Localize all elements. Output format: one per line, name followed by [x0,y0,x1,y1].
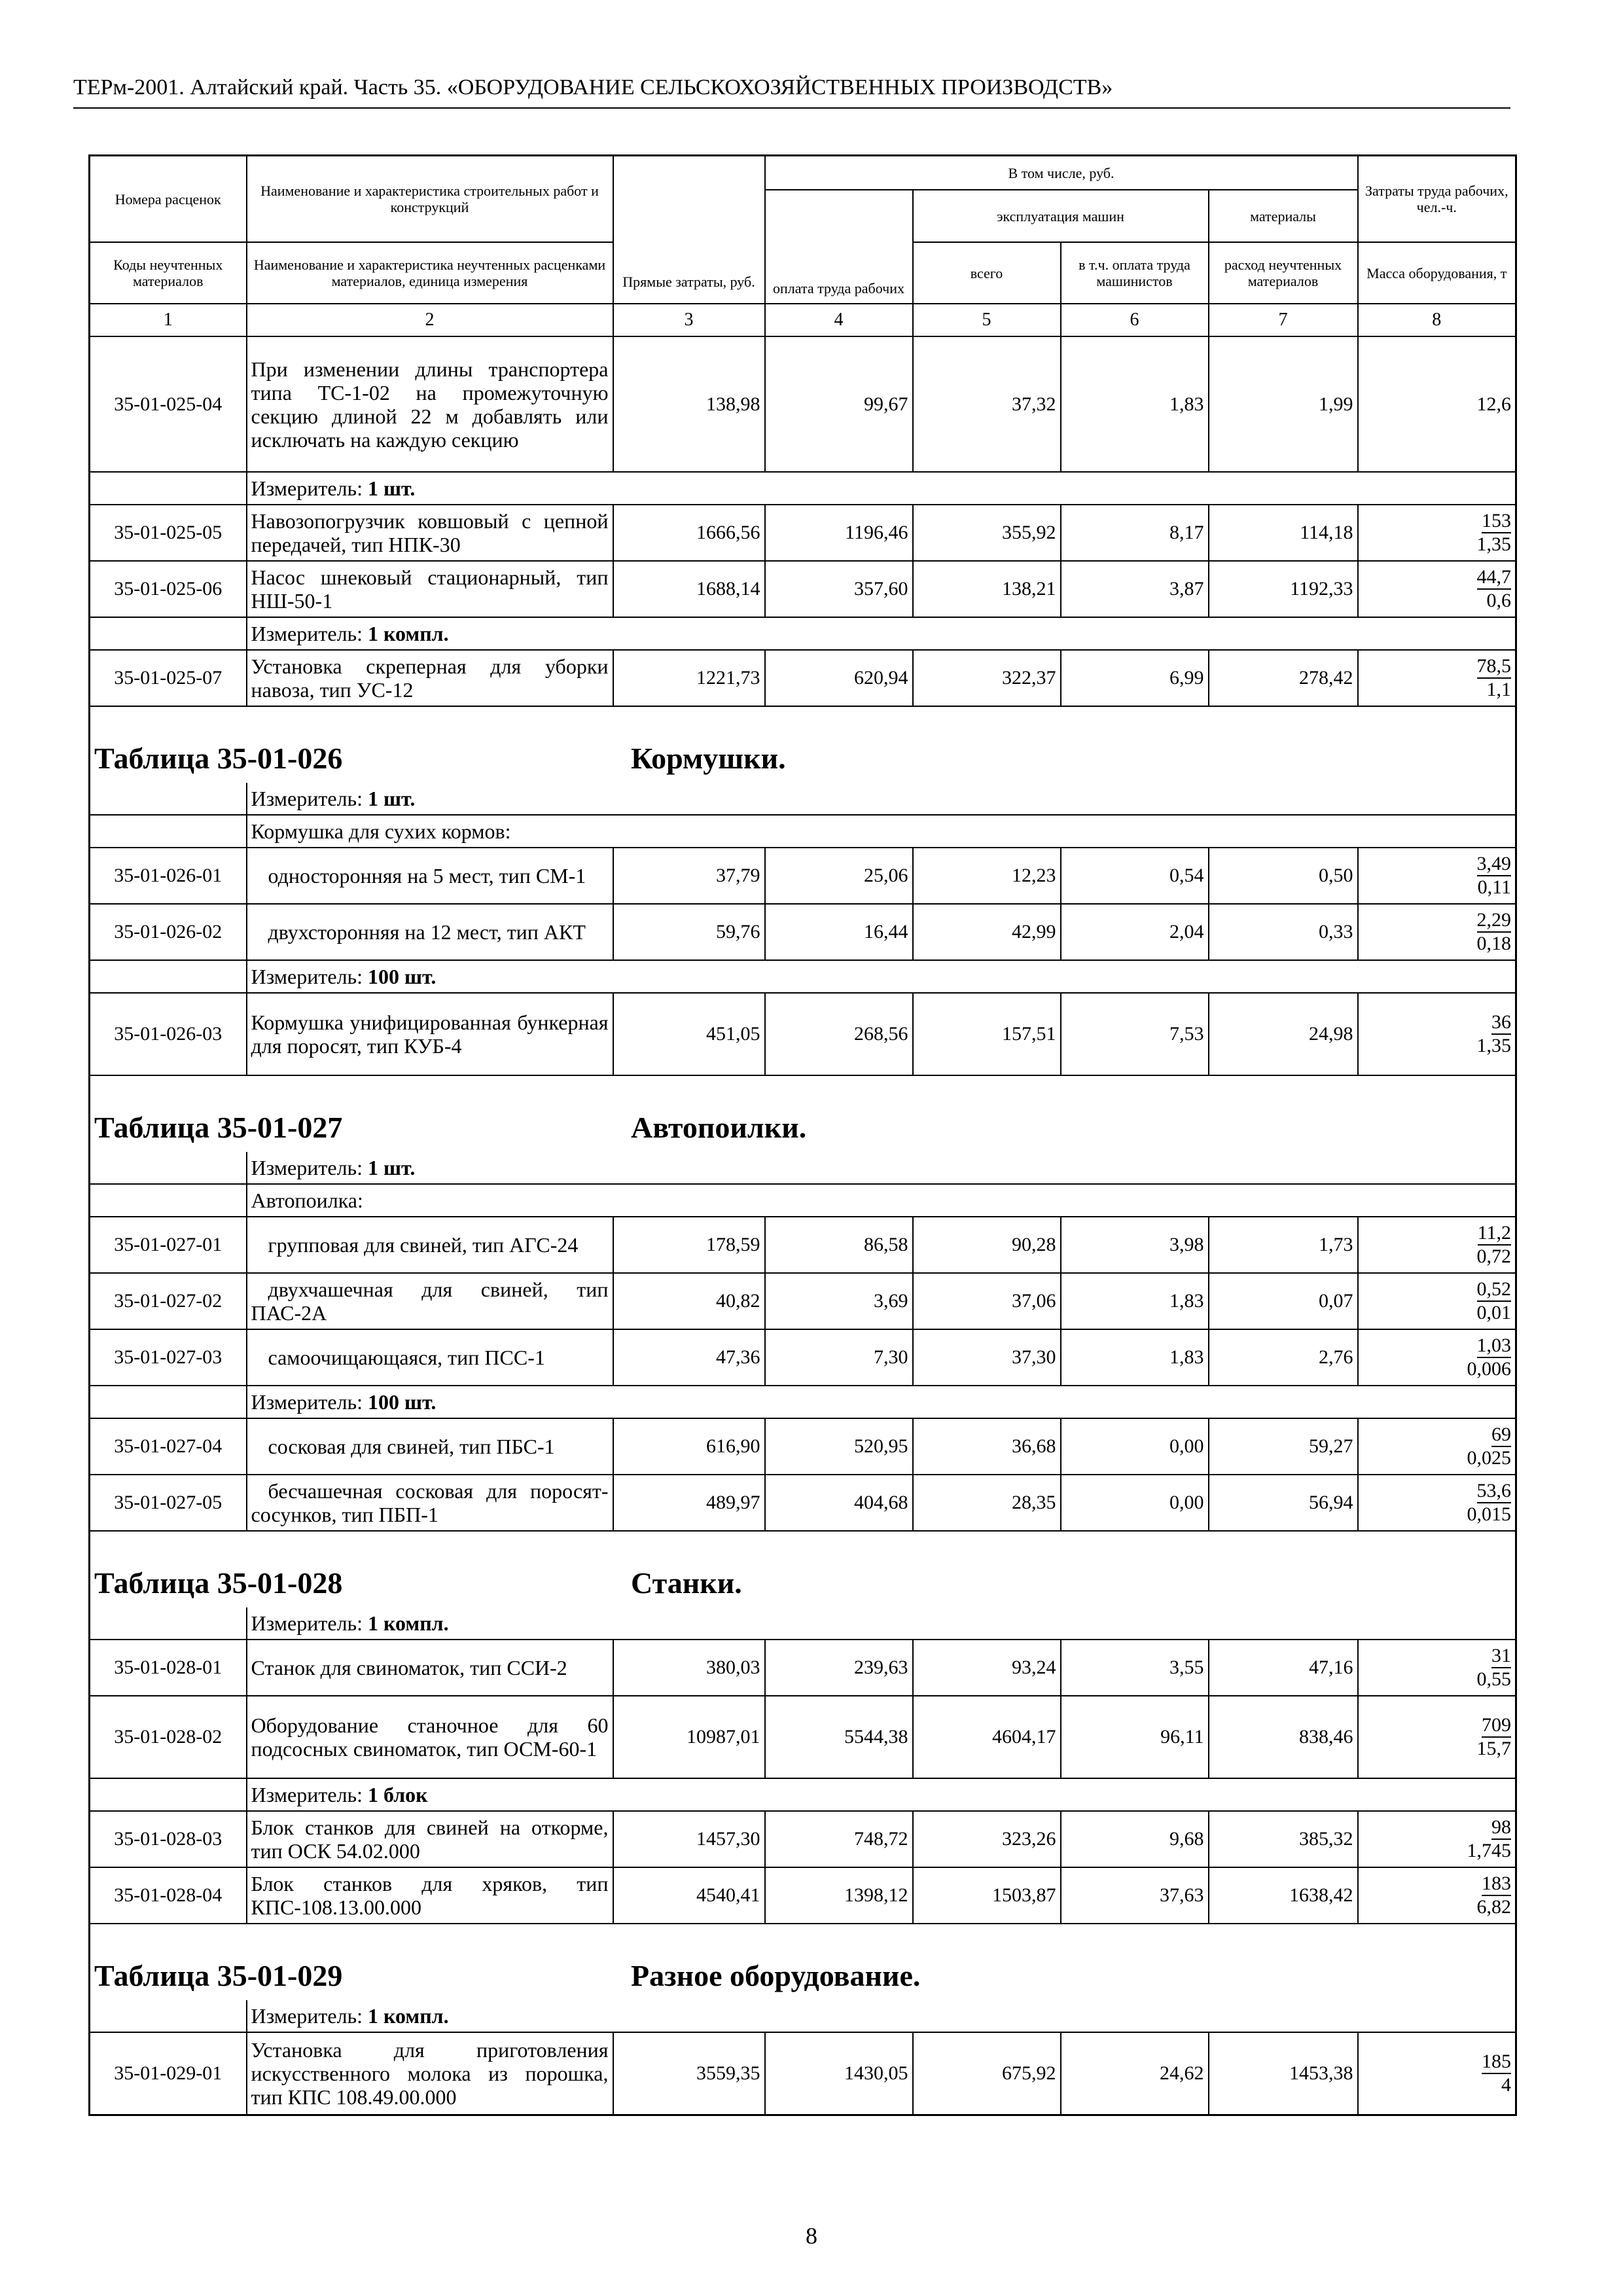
table-row [90,561,1516,617]
col-num: 8 [1358,304,1516,336]
section-label: Кормушка для сухих кормов: [247,815,1516,848]
row-code: 35-01-028-02 [90,1696,247,1778]
row-direct-cost: 489,97 [613,1475,765,1531]
row-machines-total: 28,35 [913,1475,1061,1531]
table-row [90,1475,1516,1531]
row-operators-wages: 37,63 [1061,1867,1209,1924]
row-name: Блок станков для свиней на откорме, тип ОСК 54.02.000 [247,1811,613,1867]
col-direct-header: Прямые затраты, руб. [613,156,765,304]
row-labor-wages: 357,60 [765,561,913,617]
mass-value: 0,11 [1477,876,1512,898]
row-labor-wages: 99,67 [765,336,913,472]
row-operators-wages: 96,11 [1061,1696,1209,1778]
labor-hours-value: 183 [1482,1873,1511,1896]
mass-value: 0,01 [1476,1302,1512,1323]
row-code: 35-01-029-01 [90,2032,247,2115]
col-operators: в т.ч. оплата труда машинистов [1061,242,1209,304]
row-code: 35-01-026-01 [90,848,247,904]
row-labor-mass [1358,993,1516,1075]
col-materials-use: расход неучтенных материалов [1209,242,1358,304]
row-direct-cost: 4540,41 [613,1867,765,1924]
col-num: 6 [1061,304,1209,336]
meter-row [90,783,1516,815]
labor-hours-value: 153 [1482,510,1511,533]
row-operators-wages: 3,55 [1061,1640,1209,1696]
meter-row [90,960,1516,993]
row-machines-total: 93,24 [913,1640,1061,1696]
meter-label: Измеритель: [251,1782,363,1806]
row-labor-wages: 5544,38 [765,1696,913,1778]
table-row [90,1696,1516,1778]
row-name: групповая для свиней, тип АГС-24 [247,1217,613,1273]
row-operators-wages: 24,62 [1061,2032,1209,2115]
row-name: Насос шнековый стационарный, тип НШ-50-1 [247,561,613,617]
col-name-sub: Наименование и характеристика неучтенных расценками материалов, единица измерения [247,242,613,304]
row-name: Кормушка унифицированная бункерная для поросят, тип КУБ-4 [247,993,613,1075]
row-direct-cost: 178,59 [613,1217,765,1273]
row-machines-total: 90,28 [913,1217,1061,1273]
row-code: 35-01-027-05 [90,1475,247,1531]
row-operators-wages: 6,99 [1061,650,1209,706]
row-operators-wages: 3,87 [1061,561,1209,617]
row-operators-wages: 2,04 [1061,904,1209,960]
row-direct-cost: 616,90 [613,1418,765,1475]
row-materials: 47,16 [1209,1640,1358,1696]
mass-value: 0,6 [1486,590,1512,611]
table-row [90,993,1516,1075]
row-materials: 0,33 [1209,904,1358,960]
row-machines-total: 12,23 [913,848,1061,904]
meter-value: 1 компл. [368,621,449,645]
row-labor-mass [1358,904,1516,960]
row-code: 35-01-028-04 [90,1867,247,1924]
meter-label: Измеритель: [251,786,363,810]
row-labor-mass [1358,2032,1516,2115]
row-direct-cost: 138,98 [613,336,765,472]
meter-row [90,2000,1516,2032]
table-row [90,1329,1516,1386]
row-labor-mass [1358,1696,1516,1778]
row-labor-wages: 404,68 [765,1475,913,1531]
row-materials: 0,50 [1209,848,1358,904]
row-machines-total: 157,51 [913,993,1061,1075]
row-labor-mass [1358,561,1516,617]
row-machines-total: 322,37 [913,650,1061,706]
row-operators-wages: 9,68 [1061,1811,1209,1867]
table-name: Автопоилки. [631,1111,807,1144]
row-name: односторонняя на 5 мест, тип СМ-1 [247,848,613,904]
row-direct-cost: 1221,73 [613,650,765,706]
row-materials: 1,99 [1209,336,1358,472]
row-labor-wages: 620,94 [765,650,913,706]
table-name: Разное оборудование. [631,1959,921,1992]
materials-header: материалы [1209,190,1358,242]
row-labor-mass [1358,336,1516,472]
labor-hours-value: 69 [1491,1424,1511,1447]
row-materials: 2,76 [1209,1329,1358,1386]
row-labor-wages: 1430,05 [765,2032,913,2115]
col-wages-header: оплата труда рабочих [765,190,913,304]
meter-label: Измеритель: [251,1155,363,1179]
row-code: 35-01-025-07 [90,650,247,706]
row-direct-cost: 1666,56 [613,505,765,561]
row-direct-cost: 1688,14 [613,561,765,617]
row-labor-mass [1358,1273,1516,1329]
row-operators-wages: 1,83 [1061,1329,1209,1386]
meter-value: 1 компл. [368,1611,449,1635]
row-labor-mass [1358,1475,1516,1531]
meter-value: 1 компл. [368,2003,449,2028]
row-direct-cost: 380,03 [613,1640,765,1696]
row-operators-wages: 1,83 [1061,336,1209,472]
col-num: 3 [613,304,765,336]
table-row [90,848,1516,904]
meter-row [90,1607,1516,1640]
col-num: 1 [90,304,247,336]
table-title-row [90,1531,1516,1607]
labor-hours-value: 12,6 [1476,393,1512,415]
row-code: 35-01-028-03 [90,1811,247,1867]
mass-value: 0,72 [1476,1246,1512,1267]
row-machines-total: 37,32 [913,336,1061,472]
table-number: Таблица 35-01-029 [94,1959,343,1992]
row-machines-total: 37,30 [913,1329,1061,1386]
col-num: 4 [765,304,913,336]
row-labor-wages: 1196,46 [765,505,913,561]
row-direct-cost: 10987,01 [613,1696,765,1778]
row-name: Станок для свиноматок, тип ССИ-2 [247,1640,613,1696]
column-numbers-row [90,304,1516,336]
labor-hours-value: 78,5 [1477,655,1512,679]
meter-row [90,1778,1516,1811]
table-row [90,1273,1516,1329]
meter-value: 1 шт. [368,476,416,500]
mass-value: 0,55 [1476,1668,1512,1690]
row-name: Установка скреперная для уборки навоза, тип УС-12 [247,650,613,706]
table-row [90,336,1516,472]
table-row [90,1217,1516,1273]
col-num: 7 [1209,304,1358,336]
meter-label: Измеритель: [251,476,363,500]
col-labor-cost-header: Затраты труда рабочих, чел.-ч. [1358,156,1516,243]
meter-value: 100 шт. [368,964,437,988]
rates-table [88,154,1517,2116]
mass-value: 0,015 [1467,1503,1512,1525]
row-code: 35-01-027-02 [90,1273,247,1329]
labor-hours-value: 0,52 [1477,1278,1512,1302]
row-name: самоочищающаяся, тип ПСС-1 [247,1329,613,1386]
header-row-1 [90,156,1516,190]
meter-label: Измеритель: [251,1390,363,1414]
row-name: сосковая для свиней, тип ПБС-1 [247,1418,613,1475]
mass-value: 0,006 [1467,1358,1512,1380]
meter-value: 1 шт. [368,786,416,810]
row-name: При изменении длины транспортера типа ТС-1-02 на промежуточную секцию длиной 22 м добавлять или исключать на каждую секцию [247,336,613,472]
row-direct-cost: 1457,30 [613,1811,765,1867]
row-materials: 1453,38 [1209,2032,1358,2115]
table-row [90,1811,1516,1867]
row-direct-cost: 40,82 [613,1273,765,1329]
row-operators-wages: 1,83 [1061,1273,1209,1329]
labor-hours-value: 53,6 [1477,1480,1512,1503]
row-machines-total: 1503,87 [913,1867,1061,1924]
col-num: 5 [913,304,1061,336]
meter-value: 1 блок [368,1782,428,1806]
col-codes-sub: Коды неучтенных материалов [90,242,247,304]
row-materials: 114,18 [1209,505,1358,561]
row-direct-cost: 47,36 [613,1329,765,1386]
table-name: Кормушки. [631,742,786,775]
row-labor-wages: 239,63 [765,1640,913,1696]
mass-value: 1,35 [1476,533,1512,555]
row-operators-wages: 0,00 [1061,1418,1209,1475]
row-machines-total: 323,26 [913,1811,1061,1867]
meter-value: 1 шт. [368,1155,416,1179]
row-code: 35-01-027-01 [90,1217,247,1273]
labor-hours-value: 1,03 [1477,1335,1512,1358]
row-direct-cost: 451,05 [613,993,765,1075]
table-row [90,904,1516,960]
row-direct-cost: 37,79 [613,848,765,904]
meter-row [90,1152,1516,1184]
row-machines-total: 138,21 [913,561,1061,617]
labor-hours-value: 11,2 [1478,1222,1511,1246]
labor-hours-value: 2,29 [1477,909,1512,933]
row-labor-mass [1358,848,1516,904]
table-title-row [90,706,1516,783]
row-operators-wages: 0,54 [1061,848,1209,904]
row-machines-total: 42,99 [913,904,1061,960]
row-code: 35-01-027-04 [90,1418,247,1475]
row-labor-wages: 3,69 [765,1273,913,1329]
row-labor-wages: 748,72 [765,1811,913,1867]
machines-header: эксплуатация машин [913,190,1209,242]
row-labor-mass [1358,1640,1516,1696]
row-labor-mass [1358,505,1516,561]
table-row [90,505,1516,561]
meter-label: Измеритель: [251,621,363,645]
meter-row [90,617,1516,650]
meter-label: Измеритель: [251,2003,363,2028]
page-number: 8 [806,2223,817,2249]
labor-hours-value: 3,49 [1477,853,1512,876]
mass-value: 4 [1501,2074,1512,2096]
page-header: ТЕРм-2001. Алтайский край. Часть 35. «ОБОРУДОВАНИЕ СЕЛЬСКОХОЗЯЙСТВЕННЫХ ПРОИЗВОДСТВ» [73,73,1510,109]
row-operators-wages: 8,17 [1061,505,1209,561]
table-number: Таблица 35-01-027 [94,1111,343,1144]
table-name: Станки. [631,1566,742,1600]
row-code: 35-01-027-03 [90,1329,247,1386]
meter-row [90,1386,1516,1418]
row-code: 35-01-028-01 [90,1640,247,1696]
mass-value: 1,745 [1467,1840,1512,1861]
row-materials: 24,98 [1209,993,1358,1075]
row-name: двухчашечная для свиней, тип ПАС-2А [247,1273,613,1329]
row-materials: 278,42 [1209,650,1358,706]
row-labor-wages: 1398,12 [765,1867,913,1924]
table-number: Таблица 35-01-026 [94,742,343,775]
section-label: Автопоилка: [247,1184,1516,1217]
row-labor-mass [1358,1418,1516,1475]
mass-value: 1,1 [1486,679,1512,700]
labor-hours-value: 98 [1491,1816,1511,1840]
table-row [90,1418,1516,1475]
labor-hours-value: 36 [1491,1011,1511,1035]
row-labor-wages: 16,44 [765,904,913,960]
mass-value: 0,18 [1476,933,1512,954]
row-materials: 59,27 [1209,1418,1358,1475]
row-code: 35-01-025-05 [90,505,247,561]
row-code: 35-01-025-04 [90,336,247,472]
row-name: бесчашечная сосковая для поросят-сосунков, тип ПБП-1 [247,1475,613,1531]
row-labor-wages: 268,56 [765,993,913,1075]
col-name-header: Наименование и характеристика строительных работ и конструкций [247,156,613,243]
col-num: 2 [247,304,613,336]
col-machines-total: всего [913,242,1061,304]
row-name: Блок станков для хряков, тип КПС-108.13.00.000 [247,1867,613,1924]
table-row [90,1867,1516,1924]
row-machines-total: 675,92 [913,2032,1061,2115]
labor-hours-value: 709 [1482,1714,1511,1738]
row-materials: 385,32 [1209,1811,1358,1867]
table-title-row [90,1924,1516,2000]
table-title-row [90,1075,1516,1152]
row-labor-wages: 25,06 [765,848,913,904]
row-labor-wages: 520,95 [765,1418,913,1475]
row-labor-mass [1358,1329,1516,1386]
row-materials: 1638,42 [1209,1867,1358,1924]
row-labor-wages: 7,30 [765,1329,913,1386]
row-labor-mass [1358,1811,1516,1867]
table-row [90,2032,1516,2115]
mass-value: 0,025 [1467,1447,1512,1469]
meter-row [90,472,1516,505]
row-name: двухсторонняя на 12 мест, тип АКТ [247,904,613,960]
row-direct-cost: 3559,35 [613,2032,765,2115]
mass-value: 6,82 [1476,1896,1512,1918]
row-code: 35-01-026-03 [90,993,247,1075]
row-machines-total: 4604,17 [913,1696,1061,1778]
row-name: Навозопогрузчик ковшовый с цепной передачей, тип НПК-30 [247,505,613,561]
incl-header: В том числе, руб. [765,156,1358,190]
labor-hours-value: 185 [1482,2051,1511,2074]
row-labor-mass [1358,1217,1516,1273]
mass-value: 15,7 [1476,1738,1512,1759]
row-materials: 56,94 [1209,1475,1358,1531]
row-operators-wages: 3,98 [1061,1217,1209,1273]
row-operators-wages: 0,00 [1061,1475,1209,1531]
row-code: 35-01-026-02 [90,904,247,960]
row-name: Установка для приготовления искусственного молока из порошка, тип КПС 108.49.00.000 [247,2032,613,2115]
row-name: Оборудование станочное для 60 подсосных свиноматок, тип ОСМ-60-1 [247,1696,613,1778]
row-operators-wages: 7,53 [1061,993,1209,1075]
table-number: Таблица 35-01-028 [94,1566,343,1600]
col-mass-sub: Масса оборудования, т [1358,242,1516,304]
row-materials: 1,73 [1209,1217,1358,1273]
row-labor-mass [1358,650,1516,706]
labor-hours-value: 44,7 [1477,566,1512,590]
row-materials: 0,07 [1209,1273,1358,1329]
row-machines-total: 36,68 [913,1418,1061,1475]
row-materials: 838,46 [1209,1696,1358,1778]
labor-hours-value: 31 [1491,1645,1511,1668]
meter-label: Измеритель: [251,1611,363,1635]
row-code: 35-01-025-06 [90,561,247,617]
section-row [90,815,1516,848]
table-row [90,650,1516,706]
mass-value: 1,35 [1476,1035,1512,1056]
meter-value: 100 шт. [368,1390,437,1414]
section-row [90,1184,1516,1217]
row-direct-cost: 59,76 [613,904,765,960]
row-labor-wages: 86,58 [765,1217,913,1273]
row-materials: 1192,33 [1209,561,1358,617]
col-codes-header: Номера расценок [90,156,247,243]
meter-label: Измеритель: [251,964,363,988]
row-machines-total: 355,92 [913,505,1061,561]
table-row [90,1640,1516,1696]
row-labor-mass [1358,1867,1516,1924]
row-machines-total: 37,06 [913,1273,1061,1329]
